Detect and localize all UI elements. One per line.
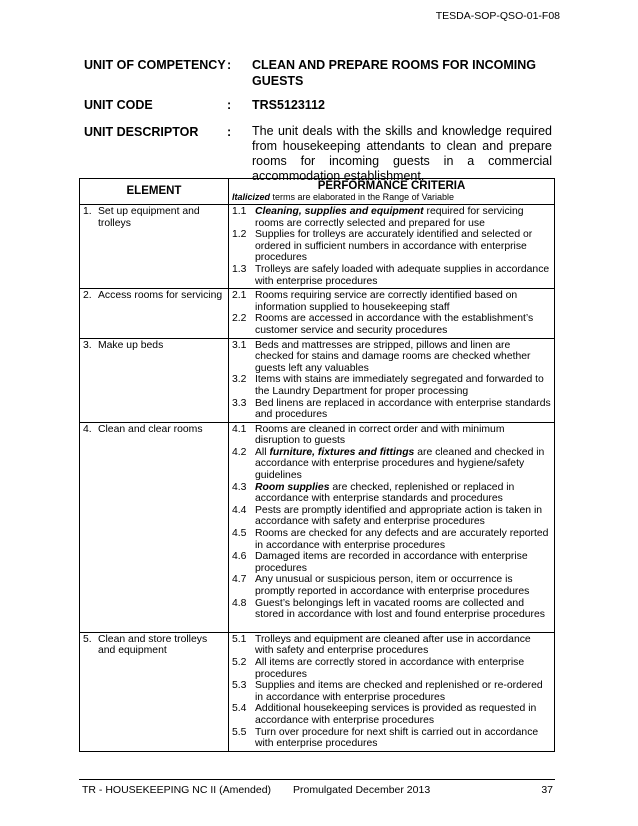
criterion-text bbox=[255, 680, 551, 703]
colon: : bbox=[227, 58, 232, 72]
criterion-item bbox=[232, 313, 551, 336]
criterion-item bbox=[232, 505, 551, 528]
criterion-number: 4.7 bbox=[232, 574, 247, 586]
criterion-body: Turn over procedure for next shift is carried out in accordance with enterprise procedures bbox=[255, 726, 539, 750]
criterion-text bbox=[255, 374, 551, 397]
criterion-number: 5.1 bbox=[232, 633, 247, 645]
criterion-item bbox=[232, 264, 551, 287]
criterion-text bbox=[255, 703, 551, 726]
criterion-body: All items are correctly stored in accordance with enterprise procedures bbox=[255, 656, 525, 680]
criterion-item bbox=[232, 657, 551, 680]
criterion-item bbox=[232, 424, 551, 447]
element-cell bbox=[80, 338, 229, 422]
element-item bbox=[83, 290, 225, 302]
criterion-number: 4.1 bbox=[232, 423, 247, 435]
criterion-text bbox=[255, 551, 551, 574]
criterion-item bbox=[232, 447, 551, 482]
element-header: ELEMENT bbox=[80, 179, 229, 205]
criterion-text bbox=[255, 727, 551, 750]
competency-table bbox=[79, 178, 555, 752]
criterion-item bbox=[232, 598, 551, 621]
criterion-number: 5.2 bbox=[232, 656, 247, 668]
unit-of-competency-label: UNIT OF COMPETENCY bbox=[84, 58, 226, 72]
element-label: Clean and clear rooms bbox=[98, 423, 203, 435]
criterion-text bbox=[255, 528, 551, 551]
table-row bbox=[80, 632, 555, 751]
criterion-text bbox=[255, 598, 551, 621]
element-item bbox=[83, 340, 225, 352]
element-label: Make up beds bbox=[98, 339, 164, 351]
criterion-body: Rooms are accessed in accordance with the establishment’s customer service and security procedures bbox=[255, 313, 534, 336]
criterion-body: Damaged items are recorded in accordance with enterprise procedures bbox=[255, 551, 528, 574]
performance-criteria-header bbox=[229, 179, 555, 205]
criterion-text bbox=[255, 264, 551, 287]
criterion-body: Pests are promptly identified and appropriate action is taken in accordance with safety and enterprise procedures bbox=[255, 504, 543, 528]
colon: : bbox=[227, 125, 232, 139]
table-row bbox=[80, 338, 555, 422]
criterion-text bbox=[255, 398, 551, 421]
criterion-number: 4.5 bbox=[232, 528, 247, 540]
criterion-item bbox=[232, 398, 551, 421]
criterion-item bbox=[232, 727, 551, 750]
unit-descriptor-label: UNIT DESCRIPTOR bbox=[84, 125, 199, 139]
criterion-number: 4.8 bbox=[232, 597, 247, 609]
criterion-number: 4.6 bbox=[232, 551, 247, 563]
criterion-term: Room supplies bbox=[255, 481, 330, 493]
criterion-number: 4.3 bbox=[232, 481, 247, 493]
criterion-number: 2.2 bbox=[232, 313, 247, 325]
table-row bbox=[80, 205, 555, 289]
element-cell bbox=[80, 289, 229, 338]
table-body bbox=[80, 205, 555, 752]
criterion-item bbox=[232, 574, 551, 597]
criterion-number: 3.3 bbox=[232, 397, 247, 409]
criterion-item bbox=[232, 374, 551, 397]
criterion-body: Items with stains are immediately segregated and forwarded to the Laundry Department for proper processing bbox=[255, 374, 544, 397]
footer-promulgated: Promulgated December 2013 bbox=[293, 784, 431, 796]
criterion-text bbox=[255, 313, 551, 336]
criterion-item bbox=[232, 680, 551, 703]
criterion-term: furniture, fixtures and fittings bbox=[269, 446, 415, 458]
element-number: 5. bbox=[83, 633, 92, 645]
criterion-text bbox=[255, 424, 551, 447]
criterion-body: Rooms are checked for any defects and are accurately reported in accordance with enterprise procedures bbox=[255, 528, 549, 551]
criterion-number: 4.2 bbox=[232, 446, 247, 458]
element-label: Clean and store trolleys and equipment bbox=[98, 633, 208, 657]
criterion-item bbox=[232, 206, 551, 229]
criterion-text bbox=[255, 340, 551, 375]
criterion-body: Trolleys and equipment are cleaned after use in accordance with safety and enterprise procedures bbox=[255, 633, 531, 657]
document-reference: TESDA-SOP-QSO-01-F08 bbox=[435, 10, 560, 22]
table-row bbox=[80, 422, 555, 632]
criterion-body: Any unusual or suspicious person, item or occurrence is promptly reported in accordance with enterprise procedures bbox=[255, 574, 530, 597]
criterion-body: Trolleys are safely loaded with adequate supplies in accordance with enterprise procedures bbox=[255, 263, 550, 287]
criteria-cell bbox=[229, 205, 555, 289]
unit-descriptor-value: The unit deals with the skills and knowledge required from housekeeping attendants to clean and prepare rooms for incoming guests in a commercial accommodation establishment. bbox=[252, 124, 552, 183]
criterion-body: Supplies and items are checked and replenished or re-ordered in accordance with enterprise procedures bbox=[255, 680, 543, 703]
criterion-item bbox=[232, 340, 551, 375]
element-item bbox=[83, 206, 225, 229]
criterion-body: Supplies for trolleys are accurately identified and selected or ordered in sufficient numbers in accordance with enterprise procedures bbox=[255, 229, 533, 264]
criterion-item bbox=[232, 703, 551, 726]
criterion-number: 3.1 bbox=[232, 339, 247, 351]
unit-of-competency-value: CLEAN AND PREPARE ROOMS FOR INCOMING GUESTS bbox=[252, 58, 537, 88]
criterion-body: Bed linens are replaced in accordance with enterprise standards and procedures bbox=[255, 397, 551, 421]
criterion-number: 3.2 bbox=[232, 374, 247, 386]
criterion-text bbox=[255, 574, 551, 597]
criterion-text bbox=[255, 657, 551, 680]
pc-header-title: PERFORMANCE CRITERIA bbox=[317, 180, 466, 192]
pc-note-rest: terms are elaborated in the Range of Variable bbox=[270, 192, 454, 202]
criterion-number: 5.5 bbox=[232, 726, 247, 738]
criterion-body: are cleaned and checked in accordance with enterprise procedures and hygiene/safety guidelines bbox=[255, 446, 545, 482]
criterion-text bbox=[255, 505, 551, 528]
criterion-number: 1.3 bbox=[232, 263, 247, 275]
criterion-item bbox=[232, 290, 551, 313]
element-cell bbox=[80, 632, 229, 751]
element-number: 3. bbox=[83, 339, 92, 351]
criterion-body: Guest’s belongings left in vacated rooms are collected and stored in accordance with lost and found enterprise procedures bbox=[255, 597, 545, 621]
pc-note-italic: Italicized bbox=[232, 192, 271, 202]
criterion-body: Beds and mattresses are stripped, pillows and linen are checked for stains and damage rooms are checked whether guests left any valuables bbox=[255, 339, 531, 374]
page-number: 37 bbox=[541, 784, 553, 796]
unit-code-label: UNIT CODE bbox=[84, 98, 153, 112]
criteria-cell bbox=[229, 289, 555, 338]
page-footer bbox=[79, 779, 555, 796]
criterion-number: 5.3 bbox=[232, 680, 247, 692]
criterion-prefix: All bbox=[255, 446, 270, 458]
criterion-number: 1.1 bbox=[232, 206, 247, 217]
criterion-body: required for servicing rooms are correctly selected and prepared for use bbox=[255, 206, 524, 229]
element-number: 1. bbox=[83, 206, 92, 217]
criterion-item bbox=[232, 528, 551, 551]
criterion-body: Additional housekeeping services is provided as requested in accordance with enterprise procedures bbox=[255, 703, 537, 726]
criterion-text bbox=[255, 482, 551, 505]
criterion-body: Rooms are cleaned in correct order and with minimum disruption to guests bbox=[255, 423, 505, 447]
criteria-cell bbox=[229, 338, 555, 422]
criterion-body: are checked, replenished or replaced in accordance with enterprise standards and procedures bbox=[255, 481, 515, 505]
criterion-number: 2.1 bbox=[232, 290, 247, 302]
element-label: Set up equipment and trolleys bbox=[98, 206, 200, 229]
element-cell bbox=[80, 205, 229, 289]
element-item bbox=[83, 424, 225, 436]
footer-title: TR - HOUSEKEEPING NC II (Amended) bbox=[82, 784, 272, 796]
element-label: Access rooms for servicing bbox=[98, 290, 223, 302]
criteria-cell bbox=[229, 632, 555, 751]
criterion-text bbox=[255, 290, 551, 313]
criterion-text bbox=[255, 229, 551, 264]
colon: : bbox=[227, 98, 232, 112]
element-item bbox=[83, 634, 225, 657]
criterion-body: Rooms requiring service are correctly identified based on information supplied to housekeeping staff bbox=[255, 290, 518, 313]
criteria-cell bbox=[229, 422, 555, 632]
criterion-number: 1.2 bbox=[232, 229, 247, 241]
criterion-text bbox=[255, 634, 551, 657]
pc-header-note bbox=[232, 192, 551, 203]
criterion-text bbox=[255, 447, 551, 482]
criterion-number: 5.4 bbox=[232, 703, 247, 715]
criterion-item bbox=[232, 551, 551, 574]
element-number: 4. bbox=[83, 423, 92, 435]
criterion-number: 4.4 bbox=[232, 504, 247, 516]
criterion-term: Cleaning, supplies and equipment bbox=[255, 206, 424, 217]
criterion-item bbox=[232, 482, 551, 505]
element-cell bbox=[80, 422, 229, 632]
criterion-item bbox=[232, 229, 551, 264]
element-number: 2. bbox=[83, 290, 92, 302]
criterion-item bbox=[232, 634, 551, 657]
unit-code-value: TRS5123112 bbox=[252, 98, 325, 112]
criterion-text bbox=[255, 206, 551, 229]
table-row bbox=[80, 289, 555, 338]
